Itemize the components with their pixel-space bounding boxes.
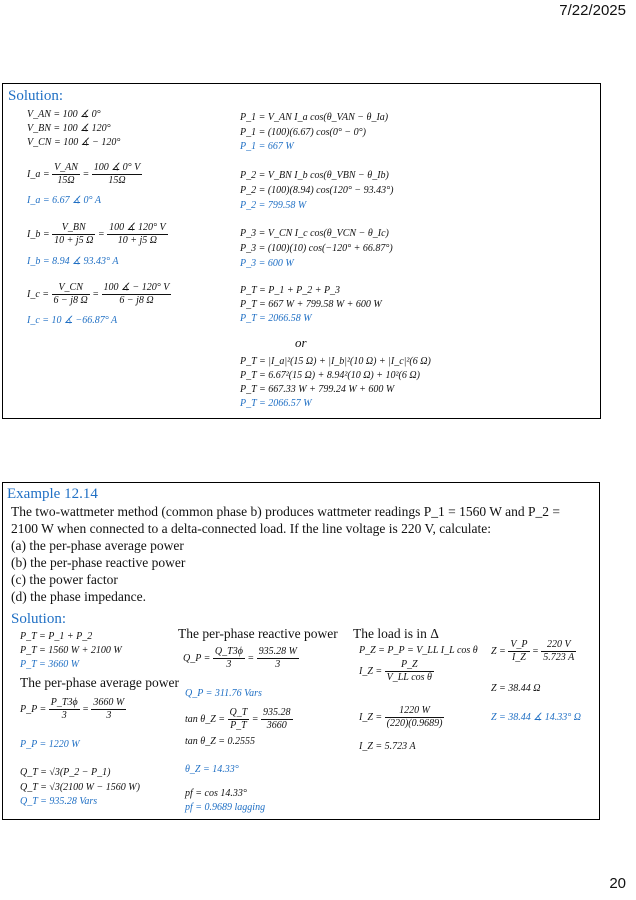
iz2-lhs: I_Z =	[359, 711, 383, 723]
tan-frac-2	[261, 707, 293, 732]
example-title: Example 12.14	[7, 486, 98, 502]
tan-lhs: tan θ_Z =	[185, 713, 225, 725]
c2-theta: θ_Z = 14.33°	[185, 764, 239, 775]
pp-frac-2	[91, 697, 126, 722]
c4-z	[491, 639, 576, 664]
c3-pz: P_Z = P_P = V_LL I_L cos θ	[359, 645, 478, 656]
qp-frac-1	[213, 646, 245, 671]
solution-box-1	[2, 83, 601, 419]
c1-l1: P_T = P_1 + P_2	[20, 631, 93, 642]
ic-lhs: I_c =	[27, 288, 50, 300]
eq-pt-res: P_T = 2066.58 W	[240, 313, 312, 324]
eq-alt-l2: P_T = 6.67²(15 Ω) + 8.94²(10 Ω) + 10²(6 Ω)	[240, 370, 420, 381]
qp-num-1: Q_T3ϕ	[214, 646, 243, 657]
qp-num-2: 935.28 W	[258, 646, 297, 657]
eq-pt-l2: P_T = 667 W + 799.58 W + 600 W	[240, 299, 382, 310]
or-text: or	[295, 335, 307, 350]
z-den-1: I_Z	[511, 652, 526, 663]
pp-num-2: 3660 W	[93, 697, 125, 708]
pp-num-1: P_T3ϕ	[50, 697, 78, 708]
iz2-den: (220)(0.9689)	[386, 718, 443, 729]
example-item-b: (b) the per-phase reactive power	[11, 555, 186, 570]
eq-p3-l2: P_3 = (100)(10) cos(−120° + 66.87°)	[240, 243, 393, 254]
eq-alt-res: P_T = 2066.57 W	[240, 398, 312, 409]
ic-den-1: 6 − j8 Ω	[53, 295, 88, 306]
eq-p2-l1: P_2 = V_BN I_b cos(θ_VBN − θ_Ib)	[240, 170, 389, 181]
ib-den-1: 10 + j5 Ω	[54, 235, 94, 246]
example-item-a: (a) the per-phase average power	[11, 538, 184, 553]
ia-den-2: 15Ω	[108, 175, 126, 186]
eq-alt-l1: P_T = |I_a|²(15 Ω) + |I_b|²(10 Ω) + |I_c|²(6 Ω)	[240, 356, 431, 367]
eq-p3-l1: P_3 = V_CN I_c cos(θ_VCN − θ_Ic)	[240, 228, 389, 239]
c4-z2: Z = 38.44 Ω	[491, 683, 541, 694]
example-statement-2: 2100 W when connected to a delta-connected load. If the line voltage is 220 V, calculate:	[11, 521, 491, 536]
c1-pp	[20, 697, 126, 722]
eq-ic-result: I_c = 10 ∡ −66.87° A	[27, 315, 118, 326]
iz-lhs: I_Z =	[359, 665, 383, 677]
ib-eq: =	[97, 228, 105, 240]
c1-q2: Q_T = √3(2100 W − 1560 W)	[20, 782, 140, 793]
eq-v-cn: V_CN = 100 ∡ − 120°	[27, 137, 121, 148]
example-item-d: (d) the phase impedance.	[11, 589, 146, 604]
solution-heading: Solution:	[8, 88, 64, 104]
qp-den-2: 3	[275, 659, 281, 670]
pp-den-2: 3	[106, 710, 112, 721]
tan-num-1: Q_T	[229, 707, 248, 718]
eq-p1-res: P_1 = 667 W	[240, 141, 294, 152]
eq-p1-l1: P_1 = V_AN I_a cos(θ_VAN − θ_Ia)	[240, 112, 389, 123]
eq-p2-l2: P_2 = (100)(8.94) cos(120° − 93.43°)	[240, 185, 394, 196]
pp-frac-1	[49, 697, 80, 722]
eq-p3-res: P_3 = 600 W	[240, 258, 294, 269]
c2-tan	[185, 707, 293, 732]
eq-pt-l1: P_T = P_1 + P_2 + P_3	[240, 285, 341, 296]
iz2-frac	[385, 705, 445, 730]
z-num-2: 220 V	[541, 639, 576, 652]
ia-den-1: 15Ω	[57, 175, 75, 186]
example-solution-heading: Solution:	[11, 611, 67, 627]
qp-frac-2	[257, 646, 299, 671]
ia-num-2: 100 ∡ 0° V	[93, 162, 141, 173]
z-lhs: Z =	[491, 645, 506, 657]
eq-ib	[27, 222, 168, 247]
eq-alt-l3: P_T = 667.33 W + 799.24 W + 600 W	[240, 384, 395, 395]
c2-subheading: The per-phase reactive power	[178, 626, 338, 641]
tan-den-2: 3660	[266, 720, 287, 731]
z-den-2: 5.723 A	[543, 652, 575, 663]
c3-iz2	[359, 705, 444, 730]
tan-frac-1	[228, 707, 250, 732]
eq-v-bn: V_BN = 100 ∡ 120°	[27, 123, 111, 134]
qp-lhs: Q_P =	[183, 652, 211, 664]
ic-den-2: 6 − j8 Ω	[119, 295, 154, 306]
iz2-num: 1220 W	[385, 705, 445, 718]
ia-frac-2	[92, 162, 143, 187]
c3-iz-res: I_Z = 5.723 A	[359, 741, 416, 752]
eq-ia-result: I_a = 6.67 ∡ 0° A	[27, 195, 101, 206]
c2-qp-res: Q_P = 311.76 Vars	[185, 688, 262, 699]
page-number: 20	[609, 875, 626, 892]
ib-frac-2	[107, 222, 168, 247]
ib-num-2: 100 ∡ 120° V	[109, 222, 166, 233]
iz-num: P_Z	[385, 659, 434, 672]
eq-p2-res: P_2 = 799.58 W	[240, 200, 307, 211]
ia-eq: =	[82, 168, 90, 180]
c1-l3: P_T = 3660 W	[20, 659, 80, 670]
ic-num-2: 100 ∡ − 120° V	[103, 282, 170, 293]
eq-v-an: V_AN = 100 ∡ 0°	[27, 109, 101, 120]
c4-z-res: Z = 38.44 ∡ 14.33° Ω	[491, 712, 582, 723]
z-eq: =	[532, 645, 539, 657]
pp-den-1: 3	[61, 710, 67, 721]
c3-iz	[359, 659, 434, 684]
c1-l2: P_T = 1560 W + 2100 W	[20, 645, 122, 656]
iz-den: V_LL cos θ	[386, 672, 432, 683]
c2-tan2: tan θ_Z = 0.2555	[185, 736, 255, 747]
example-statement-1: The two-wattmeter method (common phase b) produces wattmeter readings P_1 = 1560 W and P_2 =	[11, 504, 560, 519]
eq-ia	[27, 162, 142, 187]
c1-q1: Q_T = √3(P_2 − P_1)	[20, 767, 111, 778]
page-date: 7/22/2025	[559, 2, 626, 19]
example-item-c: (c) the power factor	[11, 572, 118, 587]
c2-pf2: pf = 0.9689 lagging	[185, 802, 266, 813]
pp-lhs: P_P =	[20, 703, 47, 715]
c2-qp	[183, 646, 299, 671]
qp-eq: =	[247, 652, 255, 664]
eq-ic	[27, 282, 171, 307]
z-frac-2	[541, 639, 576, 664]
eq-ib-result: I_b = 8.94 ∡ 93.43° A	[27, 256, 119, 267]
example-box	[2, 482, 600, 820]
ic-num-1: V_CN	[52, 282, 90, 295]
ic-eq: =	[92, 288, 100, 300]
qp-den-1: 3	[226, 659, 232, 670]
c3-subheading: The load is in Δ	[353, 626, 439, 641]
ia-lhs: I_a =	[27, 168, 50, 180]
c2-pf1: pf = cos 14.33°	[185, 788, 247, 799]
tan-eq: =	[251, 713, 259, 725]
pp-eq: =	[82, 703, 89, 715]
ib-lhs: I_b =	[27, 228, 50, 240]
iz-frac	[385, 659, 434, 684]
ib-den-2: 10 + j5 Ω	[117, 235, 158, 246]
ia-frac-1	[52, 162, 80, 187]
eq-p1-l2: P_1 = (100)(6.67) cos(0° − 0°)	[240, 127, 366, 138]
ib-frac-1	[52, 222, 95, 247]
c1-q3: Q_T = 935.28 Vars	[20, 796, 98, 807]
ib-num-1: V_BN	[52, 222, 95, 235]
ia-num-1: V_AN	[54, 162, 78, 173]
ic-frac-2	[102, 282, 172, 307]
z-num-1: V_P	[510, 639, 528, 650]
tan-den-1: P_T	[230, 720, 247, 731]
z-frac-1	[508, 639, 529, 664]
c1-pp-res: P_P = 1220 W	[20, 739, 80, 750]
tan-num-2: 935.28	[263, 707, 291, 718]
c1-subheading: The per-phase average power	[20, 675, 180, 690]
ic-frac-1	[52, 282, 90, 307]
